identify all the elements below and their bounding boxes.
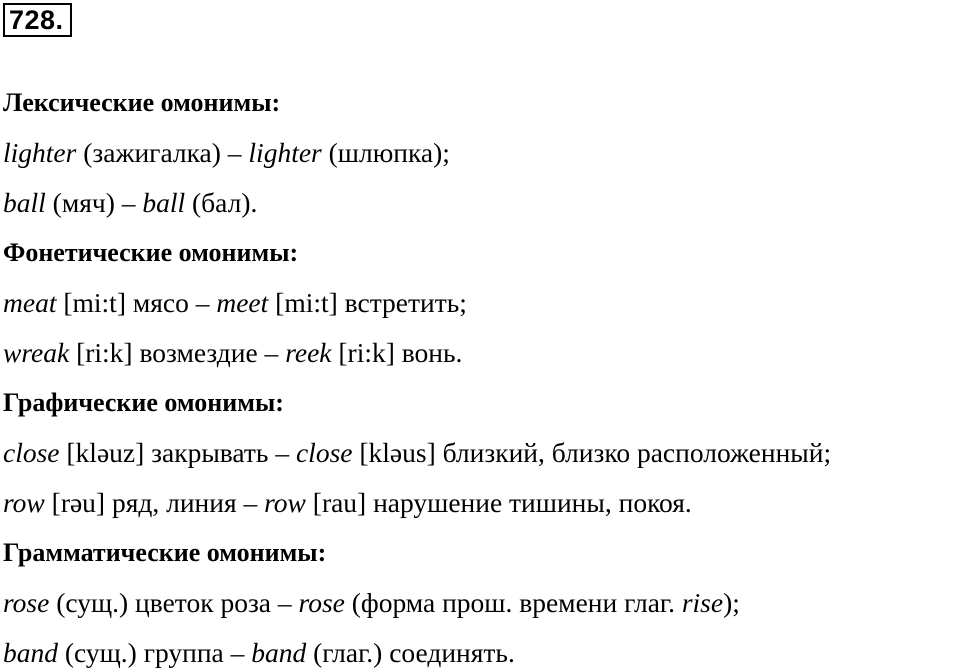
homonym-word: ball bbox=[142, 187, 186, 218]
section-heading-graphic: Графические омонимы: bbox=[3, 388, 284, 417]
homonym-word: rise bbox=[681, 587, 724, 618]
homonym-word: row bbox=[264, 487, 306, 518]
homonym-word: close bbox=[3, 437, 60, 468]
example-text: (сущ.) цветок роза – bbox=[49, 587, 299, 618]
example-text: ); bbox=[723, 587, 740, 618]
homonym-word: rose bbox=[298, 587, 345, 618]
homonym-word: wreak bbox=[3, 337, 70, 368]
example-text: (зажигалка) – bbox=[76, 137, 249, 168]
example-text: (бал). bbox=[185, 187, 258, 218]
example-text: (глаг.) соединять. bbox=[306, 637, 515, 668]
example-line bbox=[3, 436, 831, 470]
section-heading-phonetic: Фонетические омонимы: bbox=[3, 238, 299, 267]
example-text: [rau] нарушение тишины, покоя. bbox=[305, 487, 692, 518]
example-text: [rəu] ряд, линия – bbox=[44, 487, 265, 518]
example-text: [ri:k] вонь. bbox=[331, 337, 463, 368]
example-text: (форма прош. времени глаг. bbox=[344, 587, 682, 618]
example-line bbox=[3, 286, 467, 320]
homonym-word: ball bbox=[3, 187, 46, 218]
example-line bbox=[3, 586, 740, 620]
example-line bbox=[3, 186, 257, 220]
example-text: (сущ.) группа – bbox=[58, 637, 252, 668]
example-line bbox=[3, 136, 450, 170]
homonym-word: meat bbox=[3, 287, 57, 318]
example-text: [ri:k] возмездие – bbox=[69, 337, 286, 368]
homonym-word: band bbox=[3, 637, 58, 668]
homonym-word: band bbox=[251, 637, 307, 668]
example-text: [kləuz] закрывать – bbox=[59, 437, 296, 468]
task-number: 728. bbox=[3, 3, 72, 37]
section-heading-lexical: Лексические омонимы: bbox=[3, 88, 281, 117]
example-line bbox=[3, 486, 692, 520]
homonym-word: close bbox=[295, 437, 353, 468]
homonym-word: lighter bbox=[3, 137, 77, 168]
example-line bbox=[3, 336, 462, 370]
example-line bbox=[3, 636, 515, 670]
homonym-word: meet bbox=[216, 287, 269, 318]
homonym-word: rose bbox=[3, 587, 50, 618]
example-text: (мяч) – bbox=[45, 187, 143, 218]
section-heading-grammatical: Грамматические омонимы: bbox=[3, 538, 327, 567]
example-text: [mi:t] мясо – bbox=[56, 287, 217, 318]
example-text: (шлюпка); bbox=[321, 137, 450, 168]
homonym-word: row bbox=[3, 487, 45, 518]
homonym-word: reek bbox=[285, 337, 332, 368]
example-text: [mi:t] встретить; bbox=[268, 287, 467, 318]
homonym-word: lighter bbox=[248, 137, 322, 168]
example-text: [kləus] близкий, близко расположенный; bbox=[352, 437, 832, 468]
